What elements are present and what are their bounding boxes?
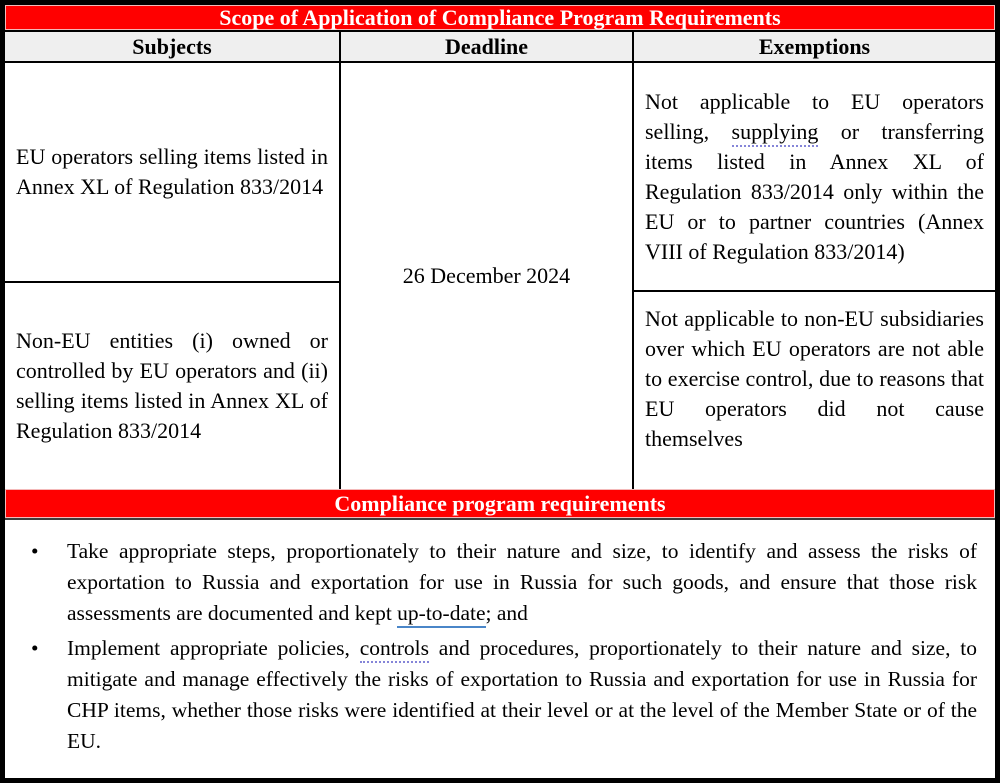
exemptions-column (634, 63, 995, 489)
requirement2-pre: Implement appropriate policies, (67, 636, 360, 660)
column-header-subjects (5, 32, 341, 61)
bullet-icon: • (31, 636, 39, 660)
column-header-row (5, 32, 995, 63)
subjects-cell-eu-operators (5, 63, 339, 283)
requirements-list (5, 520, 995, 778)
exemption1-pre: Not applicable to EU operators selling, (645, 88, 984, 144)
exemption1-post: or transferring items listed in Annex XL of Regulation 833/2014 only within the EU or to partner countries (Annex VIII of Regulation 833/2014) (645, 118, 984, 264)
exemptions-cell-eu-operators-text (645, 87, 984, 267)
column-header-exemptions-label: Exemptions (758, 33, 871, 59)
exemptions-cell-non-eu-subsidiaries (634, 292, 995, 489)
requirement2-grammar-marked-word: controls (360, 636, 429, 663)
column-header-subjects-label: Subjects (132, 33, 212, 59)
subjects-cell-non-eu-entities (5, 283, 339, 489)
requirement1-pre: Take appropriate steps, proportionately to their nature and size, to identify and assess the risks of exportation to Russia and exportation for use in Russia for such goods, and ensure that those risk assessments are documented and kept (67, 539, 977, 625)
exemptions-cell-eu-operators (634, 63, 995, 292)
subjects-column (5, 63, 341, 489)
requirements-title-bar (5, 489, 995, 520)
subjects-cell-non-eu-entities-text: Non-EU entities (i) owned or controlled by EU operators and (ii) selling items listed in Annex XL of Regulation 833/2014 (16, 328, 328, 443)
table-body (5, 63, 995, 489)
deadline-cell (341, 63, 632, 489)
bullet-icon: • (31, 539, 39, 563)
subjects-cell-eu-operators-text: EU operators selling items listed in Annex XL of Regulation 833/2014 (16, 144, 328, 199)
column-header-exemptions (634, 32, 995, 61)
exemptions-cell-non-eu-subsidiaries-text: Not applicable to non-EU subsidiaries over which EU operators are not able to exercise control, due to reasons that EU operators did not cause themselves (645, 306, 984, 451)
requirement1-post: ; and (485, 601, 528, 625)
requirement2-post: and procedures, proportionately to their nature and size, to mitigate and manage effectively the risks of exportation to Russia and exportation for use in Russia for CHP items, whether those risks were identified at their level or at the level of the Member State or of the EU. (67, 636, 977, 753)
scope-title-text: Scope of Application of Compliance Program Requirements (219, 4, 781, 30)
column-header-deadline (341, 32, 634, 61)
deadline-value: 26 December 2024 (402, 263, 571, 288)
requirement-item-policies-controls (5, 633, 977, 757)
column-header-deadline-label: Deadline (444, 33, 529, 59)
requirement-item-risk-assessment (5, 536, 977, 629)
exemption1-grammar-marked-word: supplying (732, 119, 819, 147)
scope-title-bar (5, 5, 995, 32)
requirements-title-text: Compliance program requirements (334, 490, 666, 516)
deadline-column (341, 63, 634, 489)
requirement1-grammar-marked-word: up-to-date (397, 601, 485, 628)
